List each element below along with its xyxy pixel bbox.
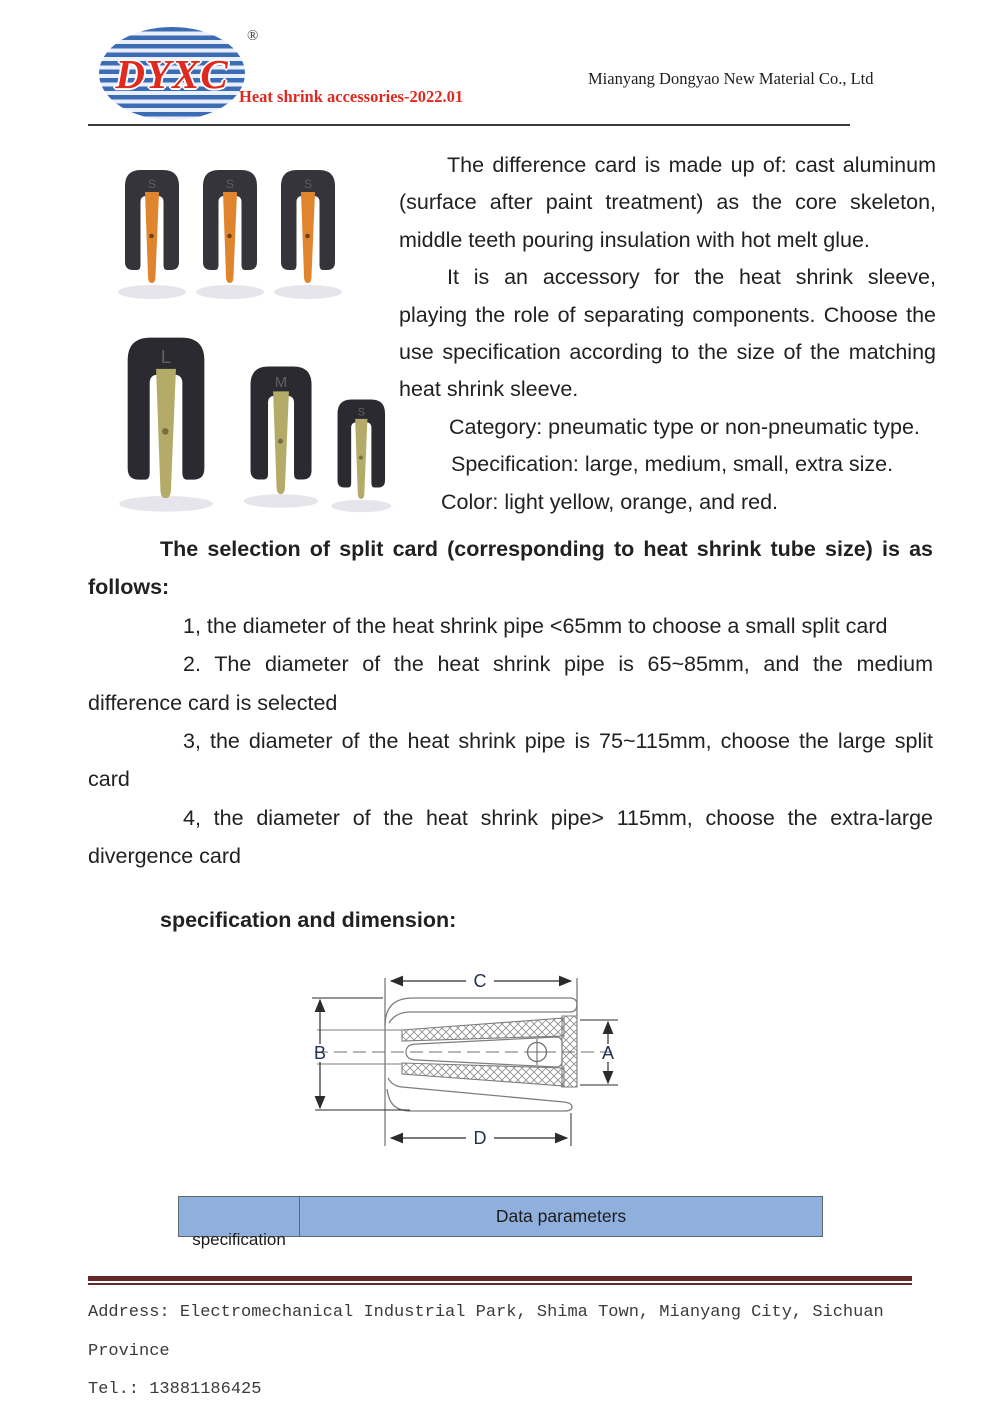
selection-item-line: 2. The diameter of the heat shrink pipe is 65~85mm, and the medium bbox=[183, 652, 933, 677]
intro-line: (surface after paint treatment) as the core skeleton, bbox=[399, 190, 936, 215]
dim-label-b: B bbox=[313, 1043, 327, 1063]
table-col2-label: Data parameters bbox=[495, 1206, 627, 1226]
selection-item-line: card bbox=[88, 767, 130, 792]
card-size-letter: S bbox=[225, 177, 235, 191]
color-line: Color: light yellow, orange, and red. bbox=[441, 489, 779, 514]
table-col1-label: specification bbox=[192, 1230, 286, 1249]
dim-label-c: C bbox=[473, 971, 487, 991]
selection-section bbox=[88, 530, 933, 876]
intro-line: playing the role of separating components. Choose the bbox=[399, 302, 936, 327]
intro-line: use specification according to the size of the matching bbox=[399, 340, 936, 365]
split-card-olive-small bbox=[331, 400, 391, 513]
footer-tel-line: Tel.: 13881186425 bbox=[88, 1380, 262, 1399]
category-line: Category: pneumatic type or non-pneumatic type. bbox=[449, 414, 920, 439]
split-card-orange-2 bbox=[196, 170, 264, 299]
selection-item-line: 4, the diameter of the heat shrink pipe> 115mm, choose the extra-large bbox=[183, 805, 933, 830]
card-size-letter: S bbox=[303, 177, 313, 191]
intro-line: heat shrink sleeve. bbox=[399, 377, 579, 402]
header-divider bbox=[88, 124, 850, 126]
card-size-letter: L bbox=[160, 346, 172, 368]
logo-brand-text: DYXC bbox=[115, 50, 229, 97]
split-card-orange-1 bbox=[118, 170, 186, 299]
table-col-data-parameters bbox=[300, 1197, 822, 1236]
card-size-letter: M bbox=[274, 374, 288, 391]
company-logo bbox=[99, 27, 245, 120]
spec-table-header-row bbox=[178, 1196, 823, 1249]
registered-trademark-icon: ® bbox=[247, 28, 259, 44]
card-size-letter: S bbox=[147, 177, 157, 191]
selection-item-line: 1, the diameter of the heat shrink pipe <65mm to choose a small split card bbox=[183, 613, 888, 638]
card-size-letter: S bbox=[357, 406, 366, 419]
selection-heading-line: follows: bbox=[88, 575, 170, 600]
intro-line: It is an accessory for the heat shrink sleeve, bbox=[447, 265, 936, 290]
dim-label-a: A bbox=[601, 1043, 615, 1063]
footer-divider bbox=[88, 1276, 912, 1285]
intro-line: middle teeth pouring insulation with hot melt glue. bbox=[399, 227, 870, 252]
product-photo-olive-cards bbox=[110, 328, 405, 506]
spec-dimension-heading: specification and dimension: bbox=[160, 908, 457, 932]
table-col-specification bbox=[179, 1197, 300, 1249]
selection-item-line: divergence card bbox=[88, 844, 241, 869]
document-subtitle: Heat shrink accessories-2022.01 bbox=[239, 87, 464, 106]
dimension-diagram bbox=[290, 956, 650, 1170]
split-card-orange-3 bbox=[274, 170, 342, 299]
intro-paragraphs bbox=[399, 147, 936, 521]
selection-heading-line: The selection of split card (corresponding to heat shrink tube size) is as bbox=[160, 537, 933, 561]
footer-address-line: Province bbox=[88, 1341, 170, 1361]
specification-line: Specification: large, medium, small, extra size. bbox=[451, 452, 894, 477]
company-name: Mianyang Dongyao New Material Co., Ltd bbox=[588, 69, 874, 88]
split-card-olive-large bbox=[119, 338, 213, 512]
selection-item-line: 3, the diameter of the heat shrink pipe is 75~115mm, choose the large split bbox=[183, 729, 933, 754]
split-card-olive-medium bbox=[244, 367, 319, 508]
footer-contact bbox=[88, 1294, 928, 1410]
footer-address-line: Address: Electromechanical Industrial Park, Shima Town, Mianyang City, Sichuan bbox=[88, 1303, 884, 1322]
selection-item-line: difference card is selected bbox=[88, 690, 338, 715]
intro-line: The difference card is made up of: cast aluminum bbox=[447, 153, 936, 177]
dim-label-d: D bbox=[473, 1128, 487, 1148]
product-photo-orange-cards bbox=[113, 152, 343, 327]
